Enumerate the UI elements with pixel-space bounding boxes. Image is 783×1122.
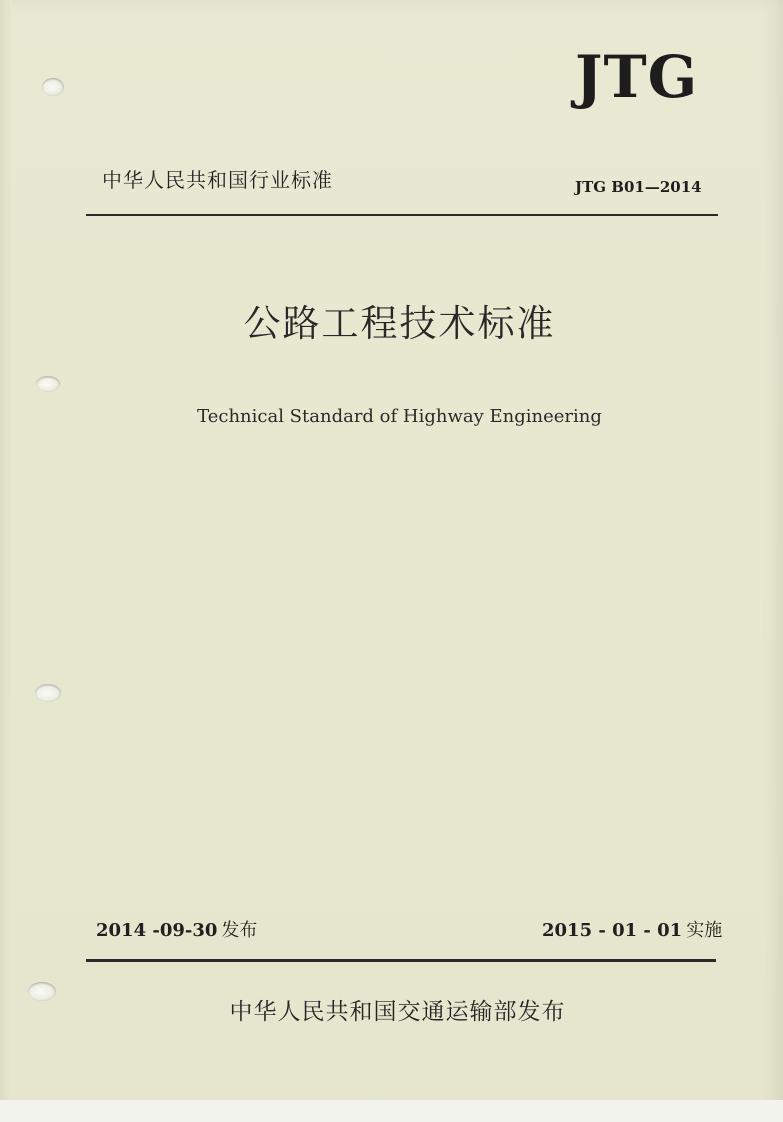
issue-date-block <box>96 922 257 940</box>
publisher-line: 中华人民共和国交通运输部发布 <box>229 999 566 1025</box>
document-title-chinese: 公路工程技术标准 <box>243 302 556 345</box>
issue-date: 2014 -09-30 <box>96 920 218 941</box>
jtg-logo: JTG <box>575 43 699 111</box>
punch-hole <box>42 78 64 96</box>
bottom-divider <box>86 959 716 962</box>
punch-hole <box>36 376 60 392</box>
top-divider <box>86 214 718 216</box>
standard-type-label: 中华人民共和国行业标准 <box>102 168 333 192</box>
issue-label: 发布 <box>221 920 258 941</box>
punch-hole <box>35 684 61 702</box>
effective-label: 实施 <box>686 920 723 941</box>
scan-bottom-margin <box>0 1100 783 1122</box>
effective-date: 2015 - 01 - 01 <box>542 920 683 941</box>
effective-date-block <box>542 922 722 940</box>
punch-hole <box>28 982 56 1001</box>
standard-code: JTG B01—2014 <box>575 178 702 196</box>
document-title-english: Technical Standard of Highway Engineering <box>197 406 602 427</box>
page-edge <box>0 0 12 1122</box>
